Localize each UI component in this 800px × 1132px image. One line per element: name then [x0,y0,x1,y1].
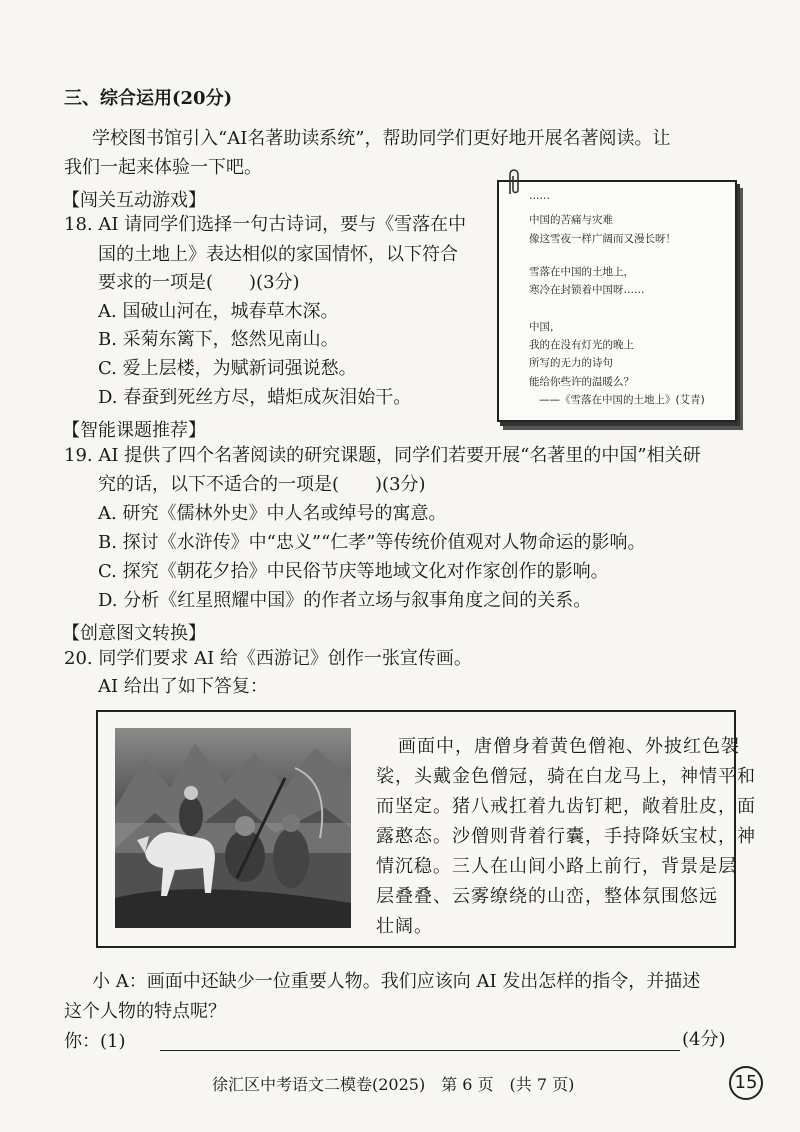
poem-card [497,180,737,422]
q18-stem-3: 要求的一项是( )(3分) [98,272,300,293]
section-convert-label: 【创意图文转换】 [62,623,206,644]
q18-stem-1: 18. AI 请同学们选择一句古诗词，要与《雪落在中 [64,214,467,235]
description-line: 壮阔。 [376,916,433,937]
intro-line-2: 我们一起来体验一下吧。 [64,157,262,178]
answer-points: (4分) [682,1029,726,1050]
poem-line: …… [529,190,550,202]
description-line: 而坚定。猪八戒扛着九齿钉耙，敞着肚皮，面 [376,796,756,817]
q18-option-b: B. 采菊东篱下，悠然见南山。 [98,329,339,350]
answer-blank[interactable] [160,1050,680,1051]
poem-line: 像这雪夜一样广阔而又漫长呀！ [529,233,676,245]
description-line: 画面中，唐僧身着黄色僧袍、外披红色袈 [398,736,740,757]
intro-line-1: 学校图书馆引入“AI名著助读系统”，帮助同学们更好地开展名著阅读。让 [92,128,671,149]
answer-prefix: 你：(1) [64,1031,126,1052]
q18-option-c: C. 爱上层楼，为赋新词强说愁。 [98,358,357,379]
q18-option-d: D. 春蚕到死丝方尽，蜡炬成灰泪始干。 [98,387,412,408]
q19-stem-2: 究的话，以下不适合的一项是( )(3分) [98,474,426,495]
poem-source: ——《雪落在中国的土地上》(艾青) [539,394,705,406]
q19-option-b: B. 探讨《水浒传》中“忠义”“仁孝”等传统价值观对人物命运的影响。 [98,532,646,553]
q20-question-2: 这个人物的特点呢？ [64,1001,226,1022]
page-footer: 徐汇区中考语文二模卷(2025) 第 6 页 (共 7 页) [212,1075,575,1094]
poem-line: 寒冷在封锁着中国呀…… [529,284,645,296]
q18-option-a: A. 国破山河在，城春草木深。 [98,301,339,322]
q19-option-c: C. 探究《朝花夕拾》中民俗节庆等地域文化对作家创作的影响。 [98,561,609,582]
paperclip-icon [505,168,521,196]
poem-line: 雪落在中国的土地上， [529,266,634,278]
q20-stem: 20. 同学们要求 AI 给《西游记》创作一张宣传画。 [64,648,472,669]
q18-stem-2: 国的土地上》表达相似的家国情怀，以下符合 [98,244,458,265]
q20-question-1: 小 A：画面中还缺少一位重要人物。我们应该向 AI 发出怎样的指令，并描述 [92,971,701,992]
poem-line: 中国， [529,321,561,333]
poem-line: 能给你些许的温暖么？ [529,376,634,388]
section-title: 三、综合运用(20分) [64,88,233,109]
poem-line: 我的在没有灯光的晚上 [529,339,634,351]
description-line: 露憨态。沙僧则背着行囊，手持降妖宝杖，神 [376,826,756,847]
section-game-label: 【闯关互动游戏】 [62,190,206,211]
q20-reply-intro: AI 给出了如下答复： [98,676,268,697]
poem-line: 中国的苦痛与灾难 [529,214,613,226]
page-number-badge: 15 [729,1066,763,1100]
description-line: 层叠叠、云雾缭绕的山峦，整体氛围悠远 [376,886,718,907]
q19-option-a: A. 研究《儒林外史》中人名或绰号的寓意。 [98,503,447,524]
description-line: 情沉稳。三人在山间小路上前行，背景是层 [376,856,737,877]
description-line: 裟，头戴金色僧冠，骑在白龙马上，神情平和 [376,766,756,787]
q19-option-d: D. 分析《红星照耀中国》的作者立场与叙事角度之间的关系。 [98,590,592,611]
section-recommend-label: 【智能课题推荐】 [62,420,206,441]
poem-line: 所写的无力的诗句 [529,357,613,369]
journey-west-illustration [115,728,351,928]
q19-stem-1: 19. AI 提供了四个名著阅读的研究课题，同学们若要开展“名著里的中国”相关研 [64,445,701,466]
ai-reply-box [96,710,756,948]
